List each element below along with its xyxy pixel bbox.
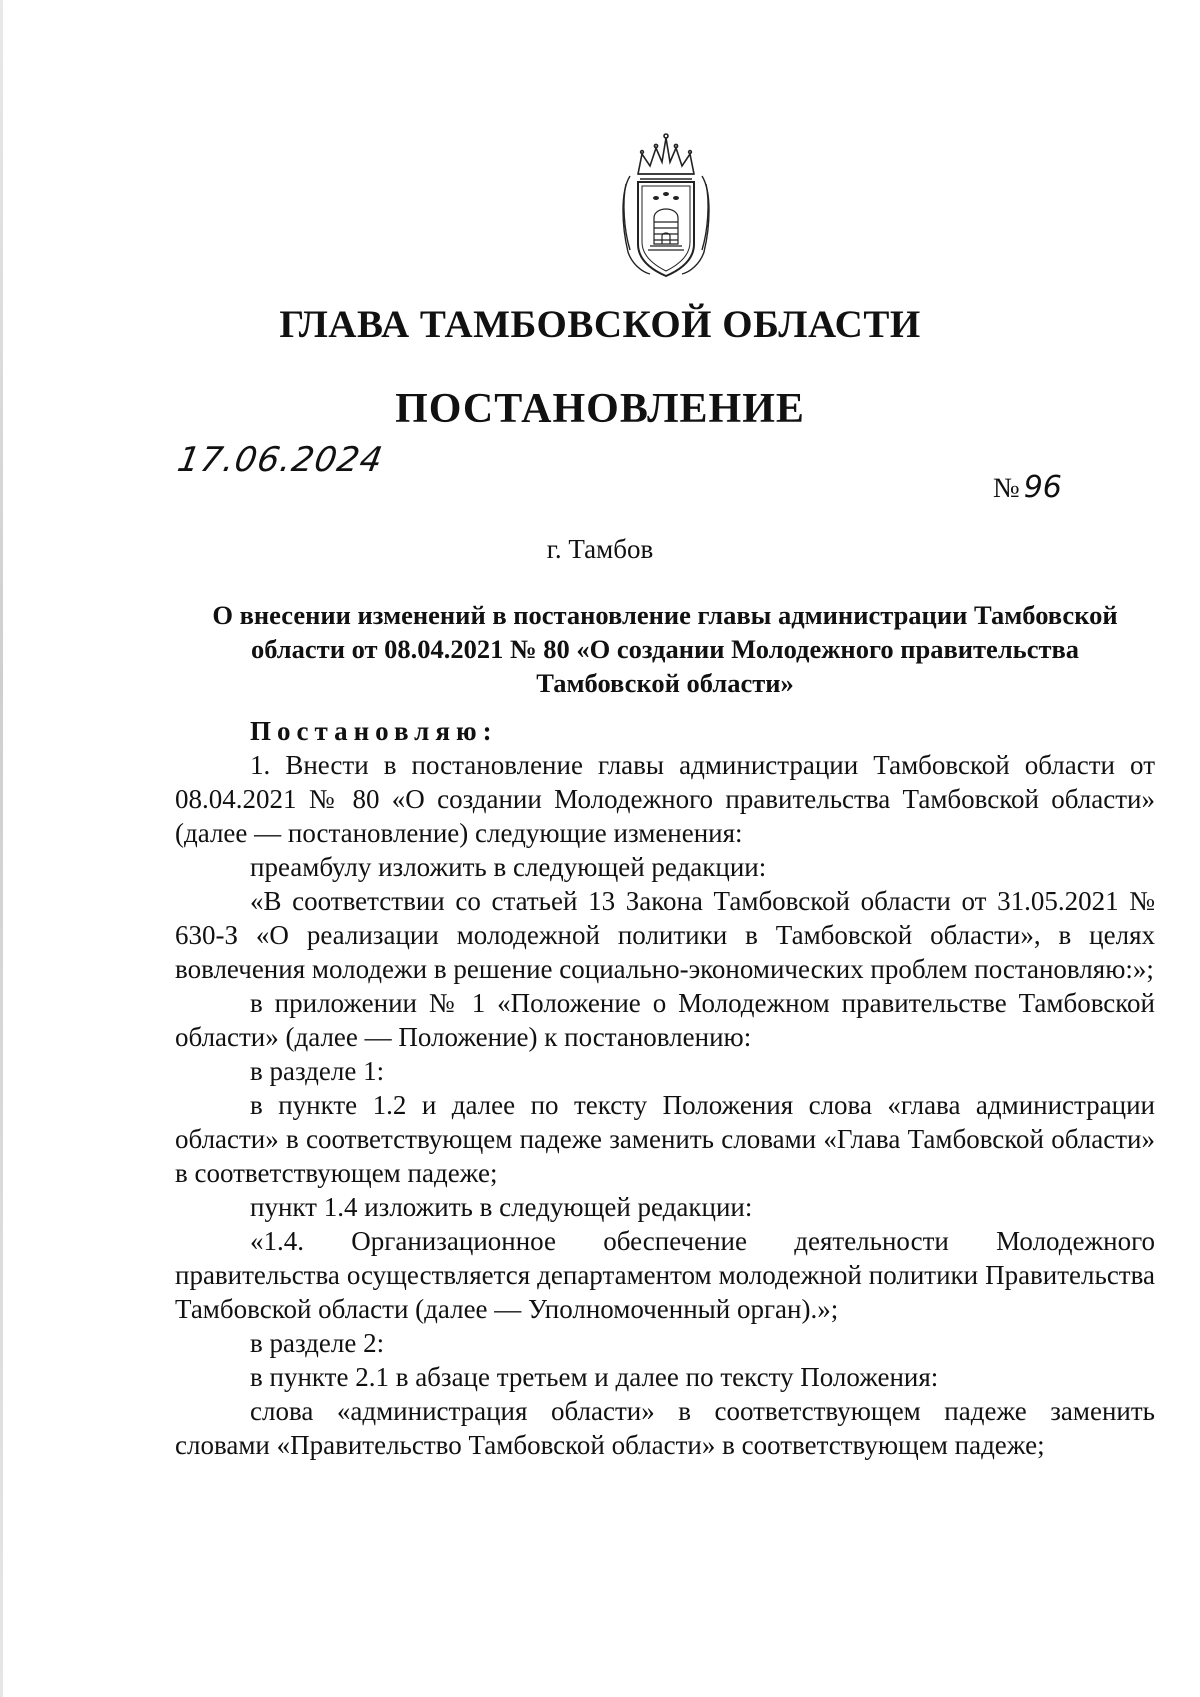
handwritten-number: 96 — [1023, 470, 1062, 505]
body-paragraph: в разделе 1: — [250, 1056, 385, 1086]
decree-word: Постановляю: — [250, 716, 498, 746]
tambov-coat-of-arms-icon — [616, 132, 716, 282]
body-paragraph: пункт 1.4 изложить в следующей редакции: — [250, 1192, 753, 1222]
body-paragraph: в разделе 2: — [250, 1328, 385, 1358]
body-paragraph: в приложении № 1 «Положение о Молодежном правительстве Тамбовской области» (далее — Положение) к постановлению: — [175, 988, 1155, 1052]
subject-line: области от 08.04.2021 № 80 «О создании Молодежного правительства — [250, 634, 1080, 664]
body-paragraph: слова «администрация области» в соответствующем падеже заменить словами «Правительство Тамбовской области» в соответствующем падеже; — [175, 1396, 1155, 1460]
body-paragraph: 1. Внести в постановление главы администрации Тамбовской области от 08.04.2021 № 80 «О создании Молодежного правительства Тамбовской области» (далее — постановление) следующие изменения: — [175, 750, 1155, 848]
body-paragraph: в пункте 2.1 в абзаце третьем и далее по тексту Положения: — [250, 1362, 939, 1392]
document-subject — [175, 598, 1155, 700]
handwritten-date: 17.06.2024 — [174, 440, 387, 480]
number-label: № — [993, 473, 1020, 504]
body-paragraph: «В соответствии со статьей 13 Закона Тамбовской области от 31.05.2021 № 630-З «О реализации молодежной политики в Тамбовской области», в целях вовлечения молодежи в решение социально-экономических проблем постановляю:»; — [175, 886, 1155, 984]
body-paragraph: преамбулу изложить в следующей редакции: — [250, 852, 767, 882]
scan-edge — [0, 0, 3, 1697]
body-paragraph: «1.4. Организационное обеспечение деятельности Молодежного правительства осуществляется департаментом молодежной политики Правительства Тамбовской области (далее — Уполномоченный орган).»; — [175, 1226, 1155, 1324]
document-number — [993, 470, 1062, 505]
subject-line: О внесении изменений в постановление главы администрации Тамбовской — [212, 600, 1118, 630]
city-of-issue: г. Тамбов — [546, 534, 654, 564]
body-paragraph: в пункте 1.2 и далее по тексту Положения слова «глава администрации области» в соответствующем падеже заменить словами «Глава Тамбовской области» в соответствующем падеже; — [175, 1090, 1155, 1188]
document-body — [175, 714, 1155, 1462]
subject-line: Тамбовской области» — [536, 668, 794, 698]
issuing-authority: ГЛАВА ТАМБОВСКОЙ ОБЛАСТИ — [279, 303, 921, 346]
document-type-title: ПОСТАНОВЛЕНИЕ — [395, 386, 805, 432]
